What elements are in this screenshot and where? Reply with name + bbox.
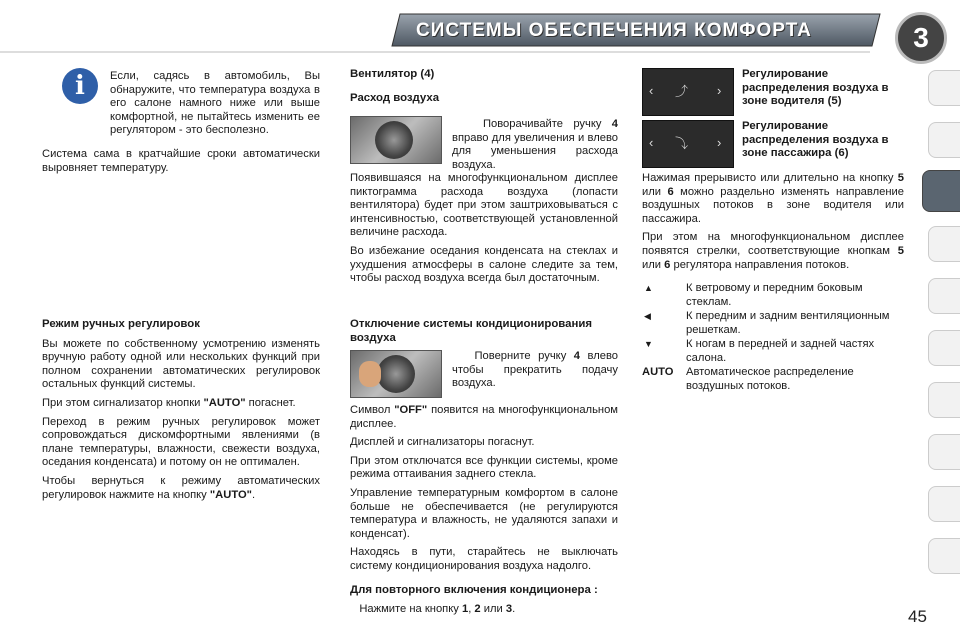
chapter-tab[interactable] [928, 278, 960, 314]
fan-heading: Вентилятор (4) [350, 68, 435, 80]
fan-knob-photo [350, 116, 442, 164]
info-paragraph-2: Система сама в кратчайшие сроки автоматически выровняет температуру. [42, 148, 320, 174]
chevron-right-icon: › [717, 83, 722, 98]
passenger-distribution-buttons-photo [642, 120, 734, 168]
off-description [350, 404, 618, 622]
arrow-down-icon: ▼ [644, 339, 653, 349]
chapter-tab[interactable] [928, 382, 960, 418]
passenger-heading-block [742, 120, 910, 167]
off-paragraph-4: Управление температурным комфортом в салоне больше не обеспечивается (не регулируются температура и влажность, не удаляются запахи и конденсат). [350, 486, 618, 540]
reenable-heading: Для повторного включения кондиционера : [350, 583, 598, 596]
off-paragraph-1: Символ "OFF" появится на многофункциональном дисплее. [350, 404, 619, 430]
flow-heading: Расход воздуха [350, 91, 440, 104]
off-knob-photo [350, 350, 442, 398]
auto-label: AUTO [642, 366, 674, 378]
distribution-paragraph-2: При этом на многофункциональном дисплее появятся стрелки, соответствующие кнопкам 5 или 6 регулятора направления потоков. [642, 231, 904, 271]
off-knob [377, 355, 415, 393]
section-title: СИСТЕМЫ ОБЕСПЕЧЕНИЯ КОМФОРТА [416, 20, 812, 41]
chapter-tab[interactable] [928, 226, 960, 262]
chevron-left-icon: ‹ [649, 135, 654, 150]
seat-airflow-icon: ⤵ [675, 136, 689, 151]
page-number: 45 [908, 607, 927, 626]
driver-heading: Регулирование распределения воздуха в зоне водителя (5) [742, 68, 889, 108]
chapter-tab[interactable] [928, 122, 960, 158]
driver-heading-block [742, 68, 910, 115]
chapter-number: 3 [895, 12, 947, 64]
flow-paragraph-2: Во избежание оседания конденсата на стеклах и ухудшения атмосферы в салоне следите за тем, чтобы расход воздуха всегда был достаточным. [350, 244, 618, 285]
flow-description [350, 172, 618, 291]
info-text-top [110, 70, 320, 138]
off-paragraph-3: При этом отключатся все функции системы, кроме режима оттаивания заднего стекла. [350, 454, 618, 481]
list-item: ▼ К ногам в передней и задней частях салона. [644, 338, 875, 364]
flow-paragraph-1: Появившаяся на многофункциональном дисплее пиктограмма расхода воздуха (лопасти вентилятора) будет при этом заштриховываться с интенсивностью, соответствующей установленной величине расхода. [350, 172, 618, 239]
off-paragraph-2: Дисплей и сигнализаторы погаснут. [350, 436, 535, 449]
manual-paragraph-2: При этом сигнализатор кнопки "AUTO" погаснет. [42, 396, 296, 409]
manual-mode-heading: Режим ручных регулировок [42, 318, 200, 330]
chapter-tab[interactable] [928, 330, 960, 366]
info-icon: i [62, 68, 98, 104]
chapter-tab-active[interactable] [922, 170, 960, 212]
reenable-instruction: Нажмите на кнопку 1, 2 или 3. [359, 603, 516, 616]
ac-off-section [350, 318, 618, 351]
info-paragraph-1: Если, садясь в автомобиль, Вы обнаружите, что температура воздуха в его салоне намного ниже или выше комфортной, не пытайтесь изменить ее регулятором - это бесполезно. [110, 70, 320, 137]
manual-mode-section [42, 318, 320, 507]
info-text-continued [42, 148, 320, 180]
passenger-heading: Регулирование распределения воздуха в зоне пассажира (6) [742, 120, 889, 160]
chapter-tab[interactable] [928, 70, 960, 106]
off-paragraph-5: Находясь в пути, старайтесь не выключать систему кондиционирования воздуха надолго. [350, 546, 618, 572]
manual-paragraph-3: Переход в режим ручных регулировок может сопровождаться дискомфортными явлениями (в плане температуры, влажности, свежести воздуха, оседания конденсата) и потому он не оптимален. [42, 415, 320, 469]
chapter-tabs [928, 70, 960, 574]
list-item: ▲ К ветровому и передним боковым стеклам. [644, 282, 863, 308]
chapter-tab[interactable] [928, 538, 960, 574]
list-item: AUTO Автоматическое распределение воздушных потоков. [642, 366, 854, 392]
distribution-paragraph-1: Нажимая прерывисто или длительно на кнопку 5 или 6 можно раздельно изменять направление воздушных потоков в зоне водителя или пассажира. [642, 172, 904, 225]
list-item: ◀ К передним и задним вентиляционным решеткам. [644, 310, 890, 336]
chevron-left-icon: ‹ [649, 83, 654, 98]
ac-off-heading: Отключение системы кондиционирования воздуха [350, 318, 592, 344]
hand-icon [359, 361, 381, 387]
fan-section [350, 68, 618, 111]
driver-distribution-buttons-photo [642, 68, 734, 116]
fan-knob [375, 121, 413, 159]
seat-airflow-icon: ⤴ [675, 84, 689, 99]
chevron-right-icon: › [717, 135, 722, 150]
manual-paragraph-1: Вы можете по собственному усмотрению изменять вручную работу одной или нескольких функций при полном сохранении автоматических регулировок остальных функций системы. [42, 337, 320, 391]
chapter-tab[interactable] [928, 434, 960, 470]
arrow-left-icon: ◀ [644, 311, 651, 321]
flow-instruction: Поворачивайте ручку 4 вправо для увеличения и влево для уменьшения расхода воздуха. [452, 118, 619, 171]
manual-paragraph-4: Чтобы вернуться к режиму автоматических регулировок нажмите на кнопку "AUTO". [42, 474, 320, 501]
off-instruction: Поверните ручку 4 влево чтобы прекратить подачу воздуха. [452, 350, 618, 390]
distribution-description [642, 172, 904, 277]
page-header [0, 0, 960, 56]
chapter-tab[interactable] [928, 486, 960, 522]
arrow-up-icon: ▲ [644, 283, 653, 293]
